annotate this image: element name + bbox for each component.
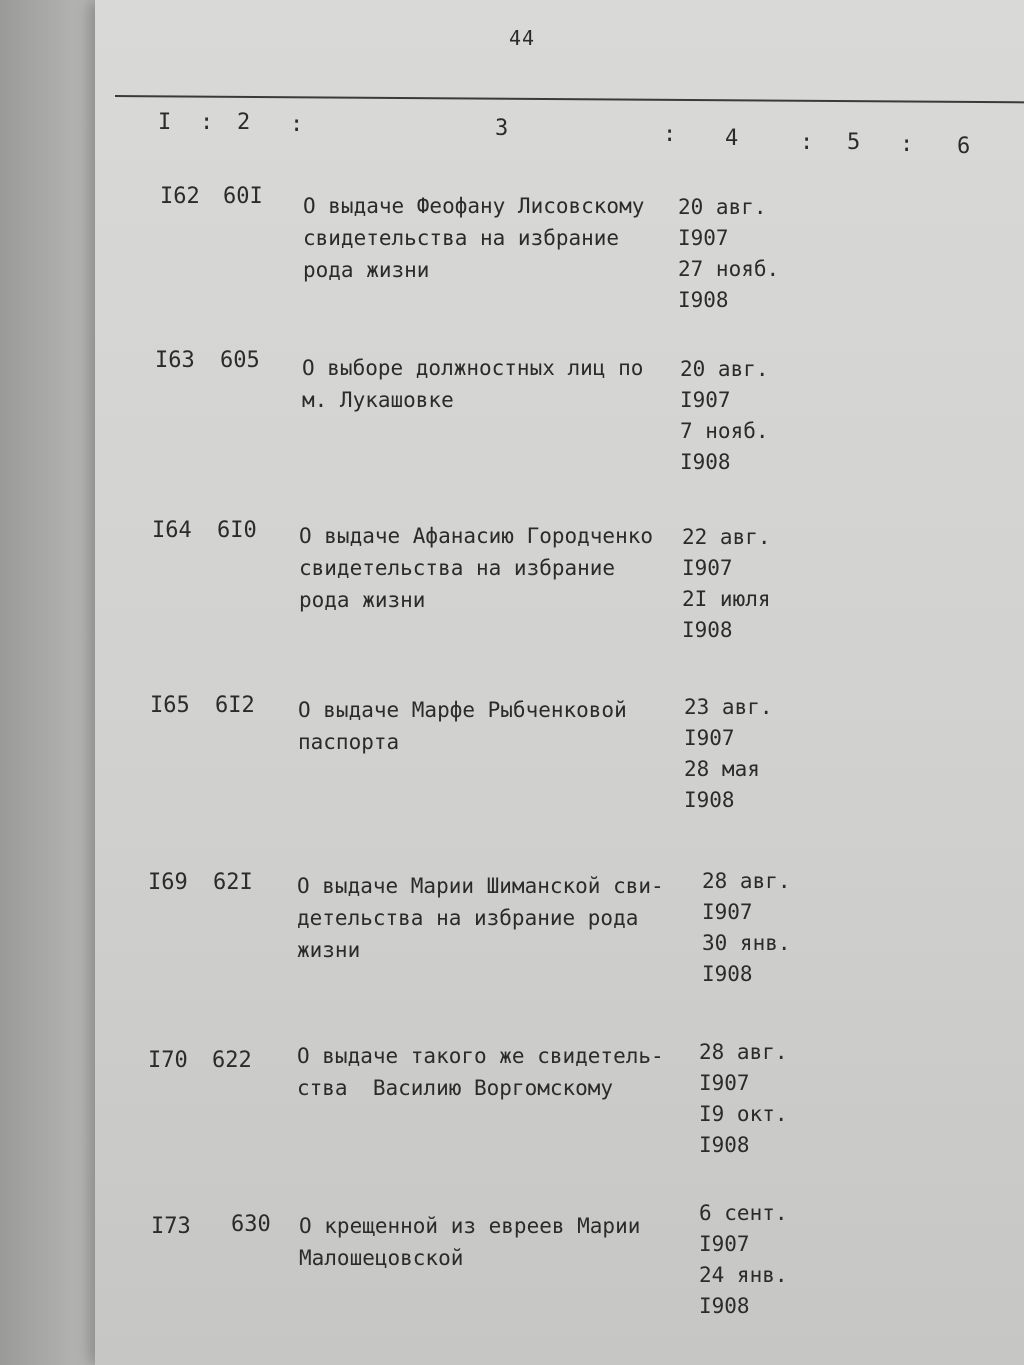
header-separator: : <box>800 130 814 155</box>
entry-col2: 622 <box>212 1048 252 1073</box>
entry-dates: 6 сент. I907 24 янв. I908 <box>699 1201 788 1318</box>
entry-description: О крещенной из евреев Марии Малошецовской <box>299 1214 641 1270</box>
header-separator: : <box>663 122 677 147</box>
entry-col2: 6I2 <box>215 693 255 718</box>
entry-col2: 62I <box>213 870 253 895</box>
header-separator: : <box>900 132 914 157</box>
entry-col2: 630 <box>231 1212 271 1237</box>
entry-col1: I64 <box>152 518 192 543</box>
page-number: 44 <box>509 26 536 50</box>
entry-dates: 28 авг. I907 I9 окт. I908 <box>699 1040 788 1157</box>
header-rule <box>115 95 1024 103</box>
header-separator: : <box>290 112 304 137</box>
entry-dates: 20 авг. I907 27 нояб. I908 <box>678 195 780 312</box>
entry-description: О выдаче Марии Шиманской сви- детельства на избрание рода жизни <box>297 874 664 962</box>
entry-dates: 23 авг. I907 28 мая I908 <box>684 695 773 812</box>
header-col-4: 4 <box>725 126 739 151</box>
header-col-5: 5 <box>847 130 861 155</box>
header-col-2: 2 <box>237 110 251 135</box>
header-col-1: I <box>158 110 172 135</box>
entry-col1: I70 <box>148 1048 188 1073</box>
header-col-6: 6 <box>957 134 971 159</box>
entry-dates: 20 авг. I907 7 нояб. I908 <box>680 357 769 474</box>
entry-dates: 22 авг. I907 2I июля I908 <box>682 525 771 642</box>
entry-col1: I65 <box>150 693 190 718</box>
document-page <box>95 0 1024 1365</box>
entry-col1: I73 <box>151 1214 191 1239</box>
entry-description: О выдаче Афанасию Городченко свидетельства на избрание рода жизни <box>299 524 654 612</box>
entry-description: О выдаче Феофану Лисовскому свидетельства на избрание рода жизни <box>303 194 645 282</box>
entry-description: О выдаче Марфе Рыбченковой паспорта <box>298 698 627 754</box>
header-col-3: 3 <box>495 116 509 141</box>
entry-col1: I63 <box>155 348 195 373</box>
entry-description: О выборе должностных лиц по м. Лукашовке <box>302 356 644 412</box>
entry-col2: 6I0 <box>217 518 257 543</box>
entry-description: О выдаче такого же свидетель- ства Василию Воргомскому <box>297 1044 664 1100</box>
entry-col1: I69 <box>148 870 188 895</box>
header-separator: : <box>200 110 214 135</box>
entry-col2: 605 <box>220 348 260 373</box>
entry-col1: I62 <box>160 184 200 209</box>
entry-col2: 60I <box>223 184 263 209</box>
entry-dates: 28 авг. I907 30 янв. I908 <box>702 869 791 986</box>
